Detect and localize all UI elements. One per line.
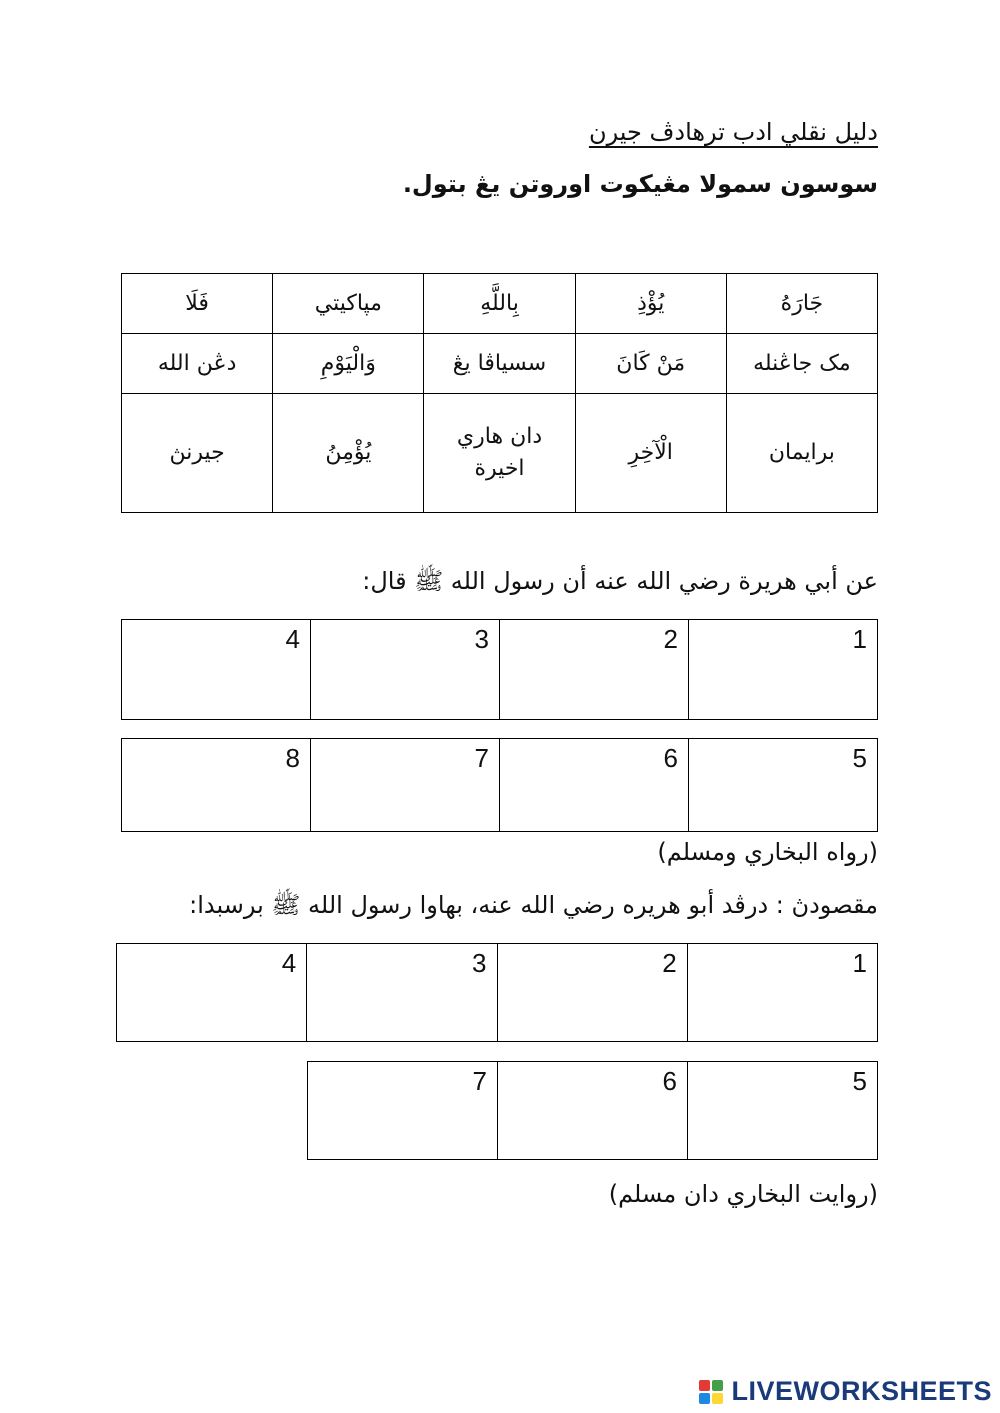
box-number: 3	[472, 948, 487, 978]
answer-drop-box[interactable]	[310, 620, 499, 719]
logo-square	[699, 1380, 710, 1391]
word-cell[interactable]: دڠن الله	[122, 334, 273, 394]
word-cell[interactable]: برايمان	[726, 394, 877, 513]
box-number: 7	[472, 1066, 487, 1096]
word-cell[interactable]: مپاکيتي	[273, 274, 424, 334]
word-cell[interactable]: مَنْ كَانَ	[575, 334, 726, 394]
instruction-text: سوسون سمولا مڠيکوت اوروتن يڠ بتول.	[402, 170, 878, 198]
box-number: 8	[285, 743, 300, 773]
answer-drop-box[interactable]	[499, 739, 688, 831]
box-number: 2	[663, 624, 678, 654]
box-number: 5	[852, 743, 867, 773]
word-cell[interactable]: جيرنڽ	[122, 394, 273, 513]
word-cell[interactable]: بِاللَّهِ	[424, 274, 575, 334]
box-number: 7	[474, 743, 489, 773]
answer-drop-box[interactable]	[688, 620, 877, 719]
box-number: 6	[663, 743, 678, 773]
word-cell[interactable]: يُؤْمِنُ	[273, 394, 424, 513]
answer-drop-box[interactable]	[310, 739, 499, 831]
answer-drop-box[interactable]	[308, 1062, 497, 1159]
box-number: 4	[281, 948, 297, 978]
word-row	[122, 394, 878, 513]
worksheet-title: دليل نقلي ادب ترهادڤ جيرن	[588, 118, 878, 146]
word-cell[interactable]: الْآخِرِ	[575, 394, 726, 513]
word-cell[interactable]: مک جاڠنله	[726, 334, 877, 394]
answer-drop-box[interactable]	[687, 944, 877, 1041]
box-number: 4	[285, 624, 300, 654]
answer-drop-box[interactable]	[306, 944, 496, 1041]
meaning-intro: مقصودڽ : درڤد أبو هريره رضي الله عنه، بهاوا رسول الله ﷺ برسبدا:	[189, 891, 878, 919]
liveworksheets-logo-icon	[699, 1380, 723, 1404]
answer-drop-box[interactable]	[122, 739, 310, 831]
answer-drop-box[interactable]	[497, 1062, 687, 1159]
box-number: 6	[662, 1066, 677, 1096]
logo-square	[712, 1380, 723, 1391]
box-number: 1	[852, 624, 867, 654]
answer-drop-box[interactable]	[117, 944, 306, 1041]
hadith-source: (رواه البخاري ومسلم)	[657, 838, 878, 866]
hadith-answer-row-2	[121, 738, 878, 832]
word-cell[interactable]: جَارَهُ	[726, 274, 877, 334]
answer-drop-box[interactable]	[122, 620, 310, 719]
liveworksheets-logo	[699, 1376, 992, 1407]
answer-drop-box[interactable]	[499, 620, 688, 719]
box-number: 1	[852, 948, 867, 978]
answer-drop-box[interactable]	[497, 944, 687, 1041]
word-cell[interactable]: دان هاري اخيرة	[424, 394, 575, 513]
box-number: 2	[662, 948, 677, 978]
word-cell[interactable]: فَلَا	[122, 274, 273, 334]
hadith-intro: عن أبي هريرة رضي الله عنه أن رسول الله ﷺ قال:	[362, 567, 878, 595]
word-row	[122, 334, 878, 394]
answer-drop-box[interactable]	[688, 739, 877, 831]
word-bank-table	[121, 273, 878, 513]
box-number: 3	[474, 624, 489, 654]
logo-square	[699, 1393, 710, 1404]
logo-square	[712, 1393, 723, 1404]
meaning-answer-row-1	[116, 943, 878, 1042]
meaning-answer-row-2	[307, 1061, 878, 1160]
answer-drop-box[interactable]	[687, 1062, 877, 1159]
box-number: 5	[852, 1066, 867, 1096]
meaning-source: (روايت البخاري دان مسلم)	[608, 1180, 878, 1208]
word-cell[interactable]: سسياڤا يڠ	[424, 334, 575, 394]
word-row	[122, 274, 878, 334]
logo-text: LIVEWORKSHEETS	[731, 1376, 992, 1406]
hadith-answer-row-1	[121, 619, 878, 720]
word-cell[interactable]: يُؤْذِ	[575, 274, 726, 334]
word-cell[interactable]: وَالْيَوْمِ	[273, 334, 424, 394]
